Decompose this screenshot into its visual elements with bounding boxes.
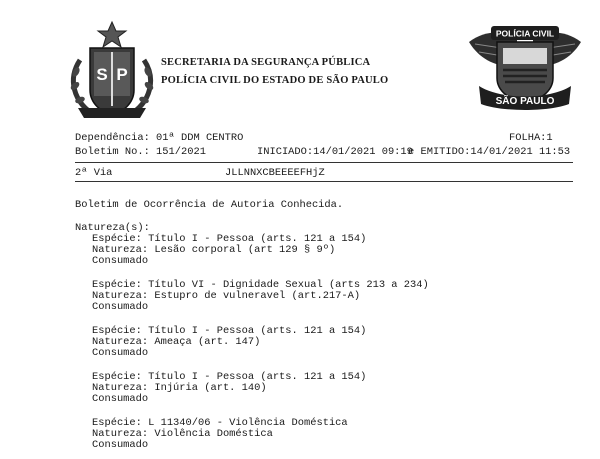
- header-policia-civil: POLÍCIA CIVIL DO ESTADO DE SÃO PAULO: [161, 75, 389, 86]
- entry-natureza: Natureza: Injúria (art. 140): [92, 382, 267, 394]
- entry-status: Consumado: [92, 255, 149, 267]
- entry-especie: Espécie: Título VI - Dignidade Sexual (arts 213 a 234): [92, 279, 429, 291]
- divider-bottom: [75, 181, 573, 182]
- entry-especie: Espécie: L 11340/06 - Violência Doméstica: [92, 417, 348, 429]
- via-label: 2ª Via: [75, 167, 113, 179]
- folha-number: FOLHA:1: [509, 132, 553, 144]
- naturezas-label: Natureza(s):: [75, 222, 150, 234]
- header-secretaria: SECRETARIA DA SEGURANÇA PÚBLICA: [161, 57, 371, 68]
- entry-especie: Espécie: Título I - Pessoa (arts. 121 a 154): [92, 371, 367, 383]
- entry-status: Consumado: [92, 301, 149, 313]
- entry-natureza: Natureza: Ameaça (art. 147): [92, 336, 261, 348]
- authentication-code: JLLNNXCBEEEEFHjZ: [225, 167, 325, 179]
- entry-natureza: Natureza: Estupro de vulneravel (art.217-A): [92, 290, 361, 302]
- emblem-letter-s: S: [96, 65, 108, 84]
- divider-top: [75, 162, 573, 163]
- entry-especie: Espécie: Título I - Pessoa (arts. 121 a 154): [92, 325, 367, 337]
- badge-bottom-text: SÃO PAULO: [495, 96, 555, 107]
- emblem-letter-p: P: [116, 65, 128, 84]
- entry-especie: Espécie: Título I - Pessoa (arts. 121 a 154): [92, 233, 367, 245]
- dependencia-line: Dependência: 01ª DDM CENTRO: [75, 132, 244, 144]
- document-title: Boletim de Ocorrência de Autoria Conhecida.: [75, 199, 344, 211]
- badge-top-text: POLÍCIA CIVIL: [495, 28, 555, 39]
- sp-coat-of-arms-icon: [66, 20, 158, 122]
- boletim-number: Boletim No.: 151/2021: [75, 146, 206, 158]
- entry-status: Consumado: [92, 439, 149, 451]
- entry-status: Consumado: [92, 347, 149, 359]
- iniciado-timestamp: INICIADO:14/01/2021 09:19: [257, 146, 413, 158]
- entry-natureza: Natureza: Violência Doméstica: [92, 428, 273, 440]
- policia-civil-badge-icon: [465, 20, 585, 112]
- entry-status: Consumado: [92, 393, 149, 405]
- entry-natureza: Natureza: Lesão corporal (art 129 § 9º): [92, 244, 336, 256]
- emitido-timestamp: e EMITIDO:14/01/2021 11:53: [408, 146, 571, 158]
